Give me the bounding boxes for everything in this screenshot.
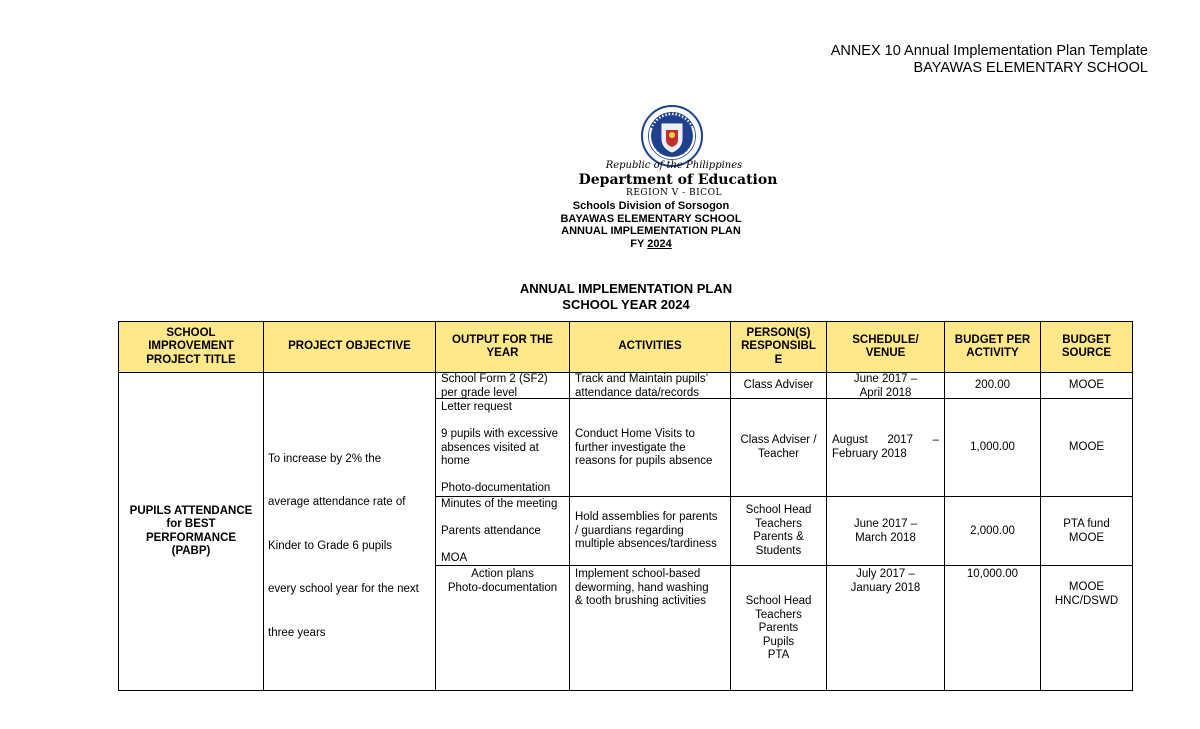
output-sf2: School Form 2 (SF2) per grade level: [436, 373, 569, 399]
plan-title-line1: ANNUAL IMPLEMENTATION PLAN: [519, 281, 733, 296]
header-output: OUTPUT FOR THE YEAR: [436, 322, 570, 373]
source-row-4: MOOE HNC/DSWD: [1054, 581, 1119, 607]
person-class-adviser: Class Adviser: [731, 373, 826, 399]
header-schedule: SCHEDULE/ VENUE: [827, 322, 945, 373]
schedule-row-4: July 2017 – January 2018: [850, 568, 921, 594]
implementation-plan-table: [118, 321, 1133, 691]
budget-cell: [945, 373, 1041, 691]
output-photo-doc: Photo-documentation: [436, 482, 569, 497]
republic-label: Republic of the Philippines: [605, 160, 743, 171]
schedule-row-3: June 2017 – March 2018: [853, 518, 918, 544]
header-project-title: SCHOOL IMPROVEMENT PROJECT TITLE: [119, 322, 264, 373]
activities-cell: [570, 373, 731, 691]
output-cell: [436, 373, 570, 691]
header-project-objective: PROJECT OBJECTIVE: [264, 322, 436, 373]
output-minutes: Minutes of the meeting: [441, 498, 558, 510]
schedule-row-2: August 2017 – February 2018: [832, 434, 939, 460]
plan-title: [476, 281, 776, 312]
annex-school: BAYAWAS ELEMENTARY SCHOOL: [913, 60, 1148, 76]
school-name: BAYAWAS ELEMENTARY SCHOOL: [560, 212, 742, 225]
plan-label: ANNUAL IMPLEMENTATION PLAN: [561, 225, 741, 237]
division-label: Schools Division of Sorsogon: [572, 200, 730, 212]
fy-value: 2024: [647, 237, 672, 250]
budget-row-4: 10,000.00: [966, 568, 1019, 580]
header-budget-source: BUDGET SOURCE: [1041, 322, 1133, 373]
schedule-row-1: June 2017 – April 2018: [827, 373, 944, 399]
activity-assemblies: Hold assemblies for parents / guardians regarding multiple absences/tardiness: [575, 511, 718, 550]
schedule-cell: [827, 373, 945, 691]
activity-track-attendance: Track and Maintain pupils’ attendance data/records: [570, 373, 730, 399]
output-parents-attendance: Parents attendance: [441, 525, 541, 537]
source-cell: [1041, 373, 1133, 691]
table-header-row: [119, 322, 1133, 373]
budget-row-1: 200.00: [945, 373, 1040, 399]
budget-row-2: 1,000.00: [970, 441, 1015, 453]
header-persons: PERSON(S) RESPONSIBL E: [731, 322, 827, 373]
annex-title: ANNEX 10 Annual Implementation Plan Template: [830, 43, 1148, 59]
source-row-2: MOOE: [1068, 441, 1105, 453]
annex-header: [831, 43, 1148, 77]
department-label: Department of Education: [578, 172, 778, 188]
activity-deworming: Implement school-based deworming, hand washing & tooth brushing activities: [575, 568, 709, 607]
output-action-plans: Action plans Photo-documentation: [447, 568, 558, 594]
person-assembly-group: School Head Teachers Parents & Students: [745, 504, 812, 557]
project-objective-cell: To increase by 2% the average attendance rate of Kinder to Grade 6 pupils every school year for the next three years: [264, 373, 436, 691]
activity-home-visits: Conduct Home Visits to further investigate the reasons for pupils absence: [575, 428, 713, 467]
deped-seal-icon: [640, 104, 704, 168]
project-title-cell: PUPILS ATTENDANCE for BEST PERFORMANCE (PABP): [119, 373, 264, 691]
output-moa: MOA: [436, 552, 569, 566]
fy-label: FY: [630, 237, 645, 250]
plan-title-line2: SCHOOL YEAR 2024: [562, 296, 690, 312]
header-activities: ACTIVITIES: [570, 322, 731, 373]
source-row-1: MOOE: [1041, 373, 1132, 399]
fiscal-year: [500, 238, 802, 251]
source-row-3: PTA fund MOOE: [1063, 518, 1110, 544]
person-deworming-group: School Head Teachers Parents Pupils PTA: [745, 595, 812, 661]
table-row: [119, 373, 1133, 691]
person-adviser-teacher: Class Adviser / Teacher: [740, 434, 817, 460]
output-home-visits: 9 pupils with excessive absences visited at home: [441, 428, 558, 467]
school-block: [500, 200, 802, 250]
output-letter-request: Letter request: [441, 401, 512, 413]
region-label: REGION V - BICOL: [626, 188, 722, 198]
header-budget-per-activity: BUDGET PER ACTIVITY: [945, 322, 1041, 373]
deped-letterhead: [560, 160, 780, 199]
persons-cell: [731, 373, 827, 691]
budget-row-3: 2,000.00: [970, 525, 1015, 537]
